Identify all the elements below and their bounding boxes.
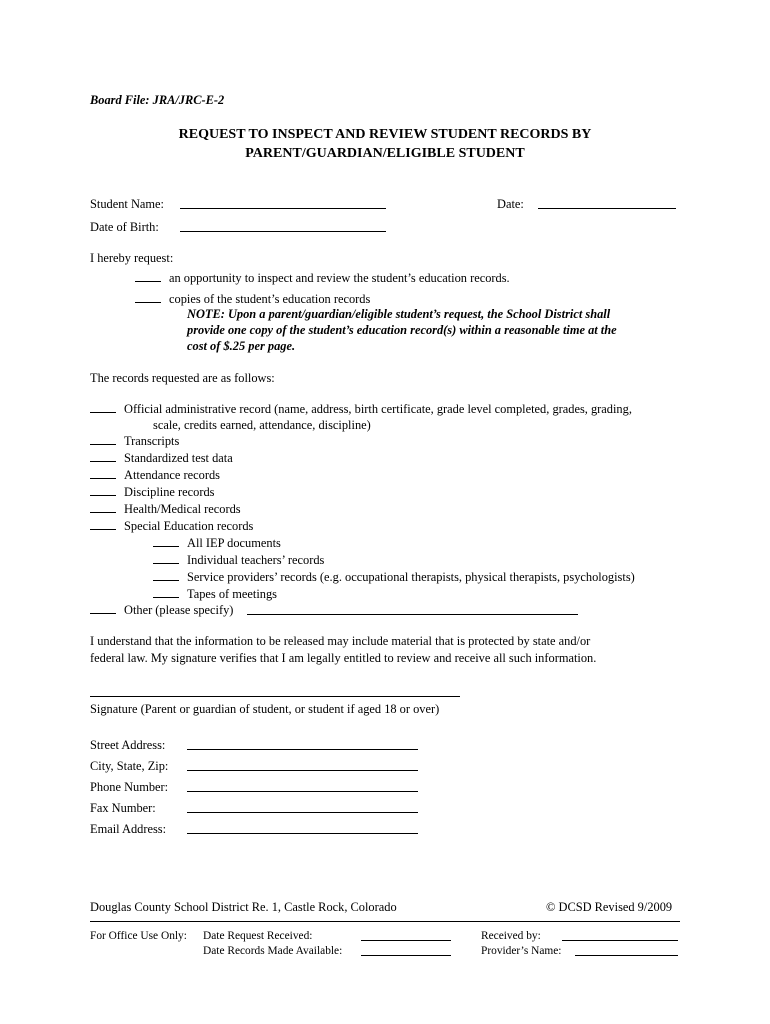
received-by-label: Received by:: [481, 930, 541, 942]
record-item-test-data: [90, 450, 233, 467]
record-item-special-ed: [90, 518, 253, 535]
health-label: Health/Medical records: [124, 502, 241, 516]
city-field[interactable]: [187, 770, 418, 771]
records-intro: The records requested are as follows:: [90, 371, 275, 385]
record-item-other: [90, 602, 233, 619]
phone-field[interactable]: [187, 791, 418, 792]
special-ed-label: Special Education records: [124, 519, 254, 533]
record-item-health: [90, 501, 241, 518]
office-use-label: For Office Use Only:: [90, 930, 187, 942]
copies-label: copies of the student’s education records: [169, 292, 371, 306]
district-footer: Douglas County School District Re. 1, Castle Rock, Colorado: [90, 900, 397, 914]
signature-label: Signature (Parent or guardian of student, or student if aged 18 or over): [90, 702, 440, 716]
date-field[interactable]: [538, 208, 676, 209]
date-available-label: Date Records Made Available:: [203, 945, 343, 957]
teachers-label: Individual teachers’ records: [187, 553, 325, 567]
note-line2: provide one copy of the student’s education record(s) within a reasonable time at the: [187, 323, 617, 337]
attendance-label: Attendance records: [124, 468, 220, 482]
footer-divider: [90, 921, 680, 922]
record-item-attendance: [90, 467, 220, 484]
iep-checkbox-blank[interactable]: [153, 535, 179, 547]
student-name-label: Student Name:: [90, 197, 164, 211]
official-label-cont: scale, credits earned, attendance, discipline): [153, 418, 371, 432]
understand-line1: I understand that the information to be released may include material that is protected by state and/or: [90, 634, 591, 648]
providers-checkbox-blank[interactable]: [153, 569, 179, 581]
signature-field[interactable]: [90, 696, 460, 697]
street-label: Street Address:: [90, 738, 166, 752]
inspect-checkbox-blank[interactable]: [135, 270, 161, 282]
phone-label: Phone Number:: [90, 780, 169, 794]
dob-label: Date of Birth:: [90, 220, 159, 234]
record-item-official: [90, 401, 632, 418]
test-data-label: Standardized test data: [124, 451, 233, 465]
health-checkbox-blank[interactable]: [90, 501, 116, 513]
fax-field[interactable]: [187, 812, 418, 813]
board-file-label: Board File: JRA/JRC-E-2: [90, 93, 225, 107]
provider-name-field[interactable]: [575, 955, 678, 956]
record-item-providers: [153, 569, 635, 586]
revised-footer: © DCSD Revised 9/2009: [546, 900, 673, 914]
dob-field[interactable]: [180, 231, 386, 232]
providers-label: Service providers’ records (e.g. occupational therapists, physical therapists, psychologists): [187, 570, 635, 584]
student-name-field[interactable]: [180, 208, 386, 209]
note-line3: cost of $.25 per page.: [187, 339, 296, 353]
date-label: Date:: [497, 197, 524, 211]
city-label: City, State, Zip:: [90, 759, 169, 773]
form-title-line1: REQUEST TO INSPECT AND REVIEW STUDENT RECORDS BY: [178, 127, 592, 142]
received-by-field[interactable]: [562, 940, 678, 941]
email-field[interactable]: [187, 833, 418, 834]
date-received-field[interactable]: [361, 940, 451, 941]
record-item-tapes: [153, 586, 277, 603]
note-line1: NOTE: Upon a parent/guardian/eligible student’s request, the School District shall: [187, 307, 611, 321]
record-item-iep: [153, 535, 281, 552]
iep-label: All IEP documents: [187, 536, 281, 550]
transcripts-checkbox-blank[interactable]: [90, 433, 116, 445]
test-data-checkbox-blank[interactable]: [90, 450, 116, 462]
record-item-transcripts: [90, 433, 179, 450]
understand-line2: federal law. My signature verifies that I am legally entitled to review and receive all such information.: [90, 651, 597, 665]
official-label: Official administrative record (name, address, birth certificate, grade level completed, grades, grading,: [124, 402, 632, 416]
other-specify-field[interactable]: [247, 614, 578, 615]
transcripts-label: Transcripts: [124, 434, 180, 448]
request-intro: I hereby request:: [90, 251, 174, 265]
fax-label: Fax Number:: [90, 801, 156, 815]
street-field[interactable]: [187, 749, 418, 750]
email-label: Email Address:: [90, 822, 167, 836]
official-checkbox-blank[interactable]: [90, 401, 116, 413]
other-checkbox-blank[interactable]: [90, 602, 116, 614]
tapes-label: Tapes of meetings: [187, 587, 277, 601]
record-item-discipline: [90, 484, 215, 501]
copies-checkbox-blank[interactable]: [135, 291, 161, 303]
inspect-label: an opportunity to inspect and review the student’s education records.: [169, 271, 510, 285]
form-title-line2: PARENT/GUARDIAN/ELIGIBLE STUDENT: [245, 146, 525, 161]
discipline-label: Discipline records: [124, 485, 215, 499]
tapes-checkbox-blank[interactable]: [153, 586, 179, 598]
date-available-field[interactable]: [361, 955, 451, 956]
teachers-checkbox-blank[interactable]: [153, 552, 179, 564]
special-ed-checkbox-blank[interactable]: [90, 518, 116, 530]
record-item-teachers: [153, 552, 324, 569]
attendance-checkbox-blank[interactable]: [90, 467, 116, 479]
discipline-checkbox-blank[interactable]: [90, 484, 116, 496]
other-label: Other (please specify): [124, 603, 234, 617]
provider-name-label: Provider’s Name:: [481, 945, 562, 957]
date-received-label: Date Request Received:: [203, 930, 313, 942]
request-option-inspect: [135, 270, 510, 287]
